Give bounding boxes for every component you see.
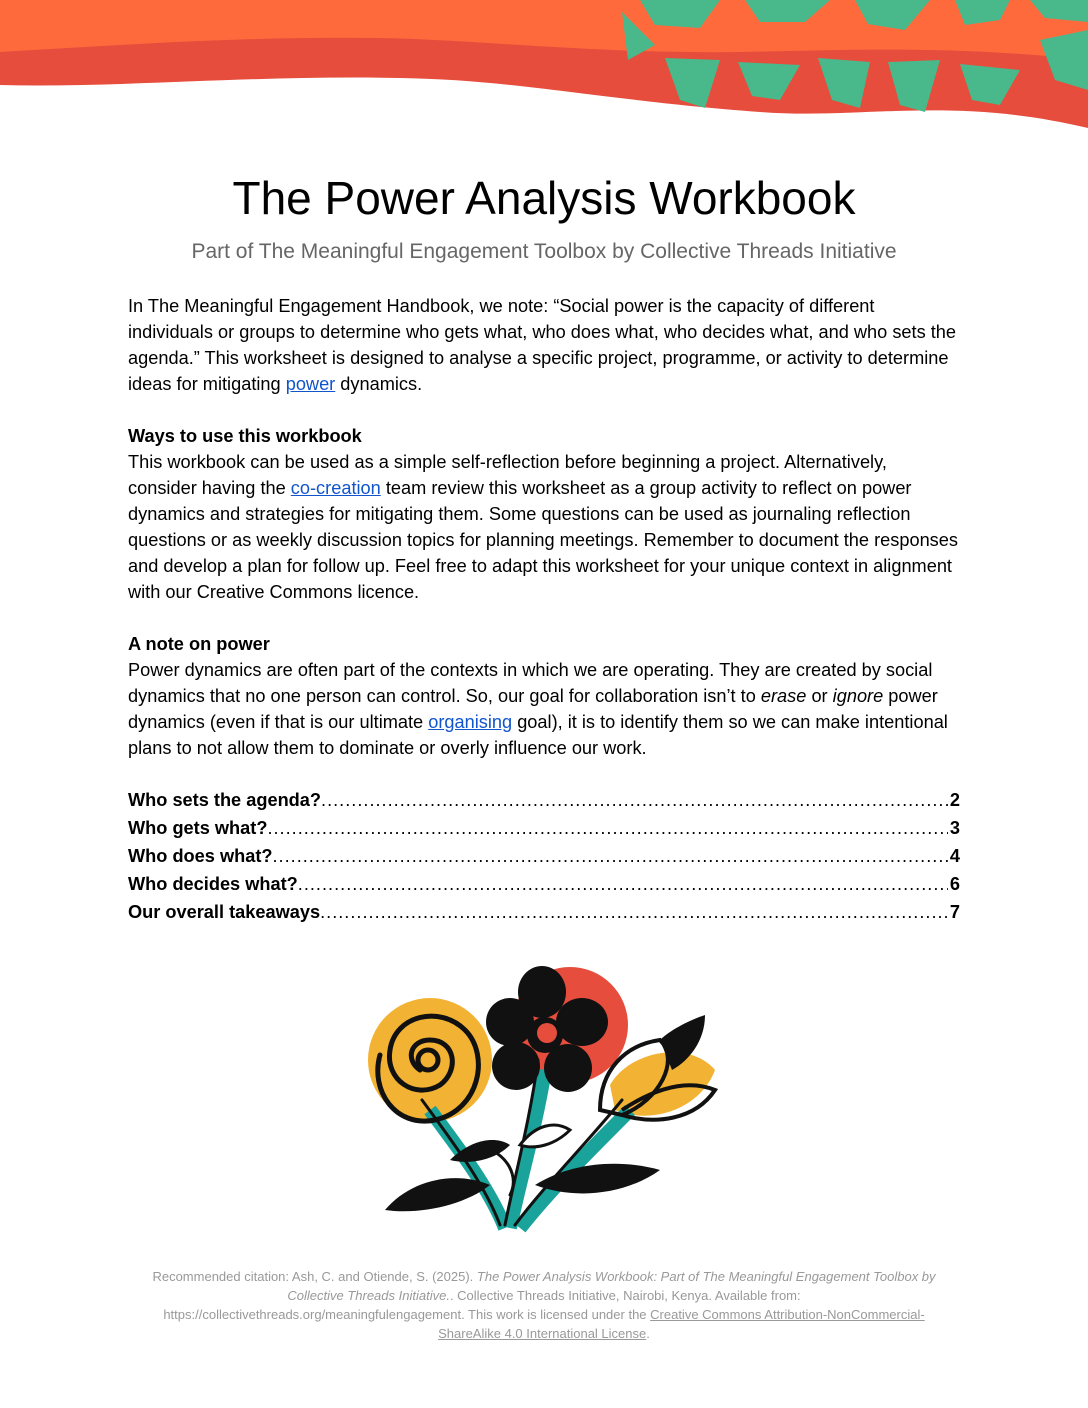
note-text-end: goal), it is to identify them so we can make intentional plans to not allow them to dominate or overly influence our work. — [128, 712, 948, 758]
note-text: or — [806, 686, 833, 706]
page-subtitle: Part of The Meaningful Engagement Toolbox by Collective Threads Initiative — [191, 240, 897, 263]
note-text: Power dynamics are often part of the contexts in which we are operating. They are created by social dynamics that no one person can control. So, our goal for collaboration isn’t to — [128, 660, 933, 706]
toc-item[interactable] — [128, 846, 960, 874]
toc-page: 4 — [949, 846, 960, 866]
intro-text: In The Meaningful Engagement Handbook, we note: “Social power is the capacity of different individuals or groups to determine who gets what, who does what, who decides what, and who sets the agenda.” This worksheet is designed to analyse a specific project, programme, or activity to determine ideas for mitigating — [128, 296, 957, 394]
citation-title: The Power Analysis Workbook: Part of The Meaningful Engagement Toolbox by Collective Threads Initiative. — [287, 1269, 936, 1303]
toc-leader — [267, 818, 947, 839]
page-title: The Power Analysis Workbook — [232, 172, 856, 224]
note-heading: A note on power — [128, 634, 270, 654]
toc-page: 6 — [949, 874, 960, 894]
citation-text: . Collective Threads Initiative, Nairobi, Kenya. Available from: https://collectivethreads.org/meaningfulengagement. This work is licensed under the — [163, 1288, 801, 1322]
citation-text: Recommended citation: Ash, C. and Otiende, S. (2025). — [152, 1269, 477, 1284]
toc-label: Who sets the agenda? — [128, 790, 322, 810]
ways-text-end: team review this worksheet as a group activity to reflect on power dynamics and strategies for mitigating them. Some questions can be used as journaling reflection questions or as weekly discussion topics for planning meetings. Remember to document the responses and develop a plan for follow up. Feel free to adapt this worksheet for your unique context in alignment with our Creative Commons licence. — [128, 478, 958, 602]
toc-label: Our overall takeaways — [128, 902, 321, 922]
ways-section — [128, 423, 960, 605]
license-link[interactable]: Creative Commons Attribution-NonCommercial-ShareAlike 4.0 International License — [438, 1307, 925, 1341]
co-creation-link[interactable]: co-creation — [290, 478, 381, 498]
toc-item[interactable] — [128, 818, 960, 846]
ways-text: This workbook can be used as a simple self-reflection before beginning a project. Alternatively, consider having the — [128, 452, 887, 498]
toc-page: 7 — [949, 902, 960, 922]
header-banner — [0, 0, 1088, 140]
toc-page: 2 — [949, 790, 960, 810]
toc-page: 3 — [949, 818, 960, 838]
toc-label: Who gets what? — [128, 818, 268, 838]
power-link[interactable]: power — [285, 374, 336, 394]
intro-text-end: dynamics. — [335, 374, 423, 394]
table-of-contents — [128, 790, 960, 930]
body-content — [128, 293, 960, 787]
flowers-illustration — [360, 960, 740, 1240]
citation-suffix: . — [646, 1326, 650, 1341]
note-text: power dynamics (even if that is our ultimate — [128, 686, 938, 732]
toc-leader — [321, 790, 948, 811]
toc-label: Who decides what? — [128, 874, 298, 894]
intro-paragraph — [128, 293, 960, 397]
note-emphasis-erase: erase — [760, 686, 807, 706]
organising-link[interactable]: organising — [428, 712, 513, 732]
citation — [140, 1267, 948, 1343]
ways-heading: Ways to use this workbook — [128, 426, 362, 446]
toc-item[interactable] — [128, 874, 960, 902]
toc-leader — [320, 902, 948, 923]
toc-item[interactable] — [128, 902, 960, 930]
note-section — [128, 631, 960, 761]
toc-leader — [272, 846, 947, 867]
toc-label: Who does what? — [128, 846, 273, 866]
note-emphasis-ignore: ignore — [832, 686, 884, 706]
toc-item[interactable] — [128, 790, 960, 818]
toc-leader — [298, 874, 948, 895]
